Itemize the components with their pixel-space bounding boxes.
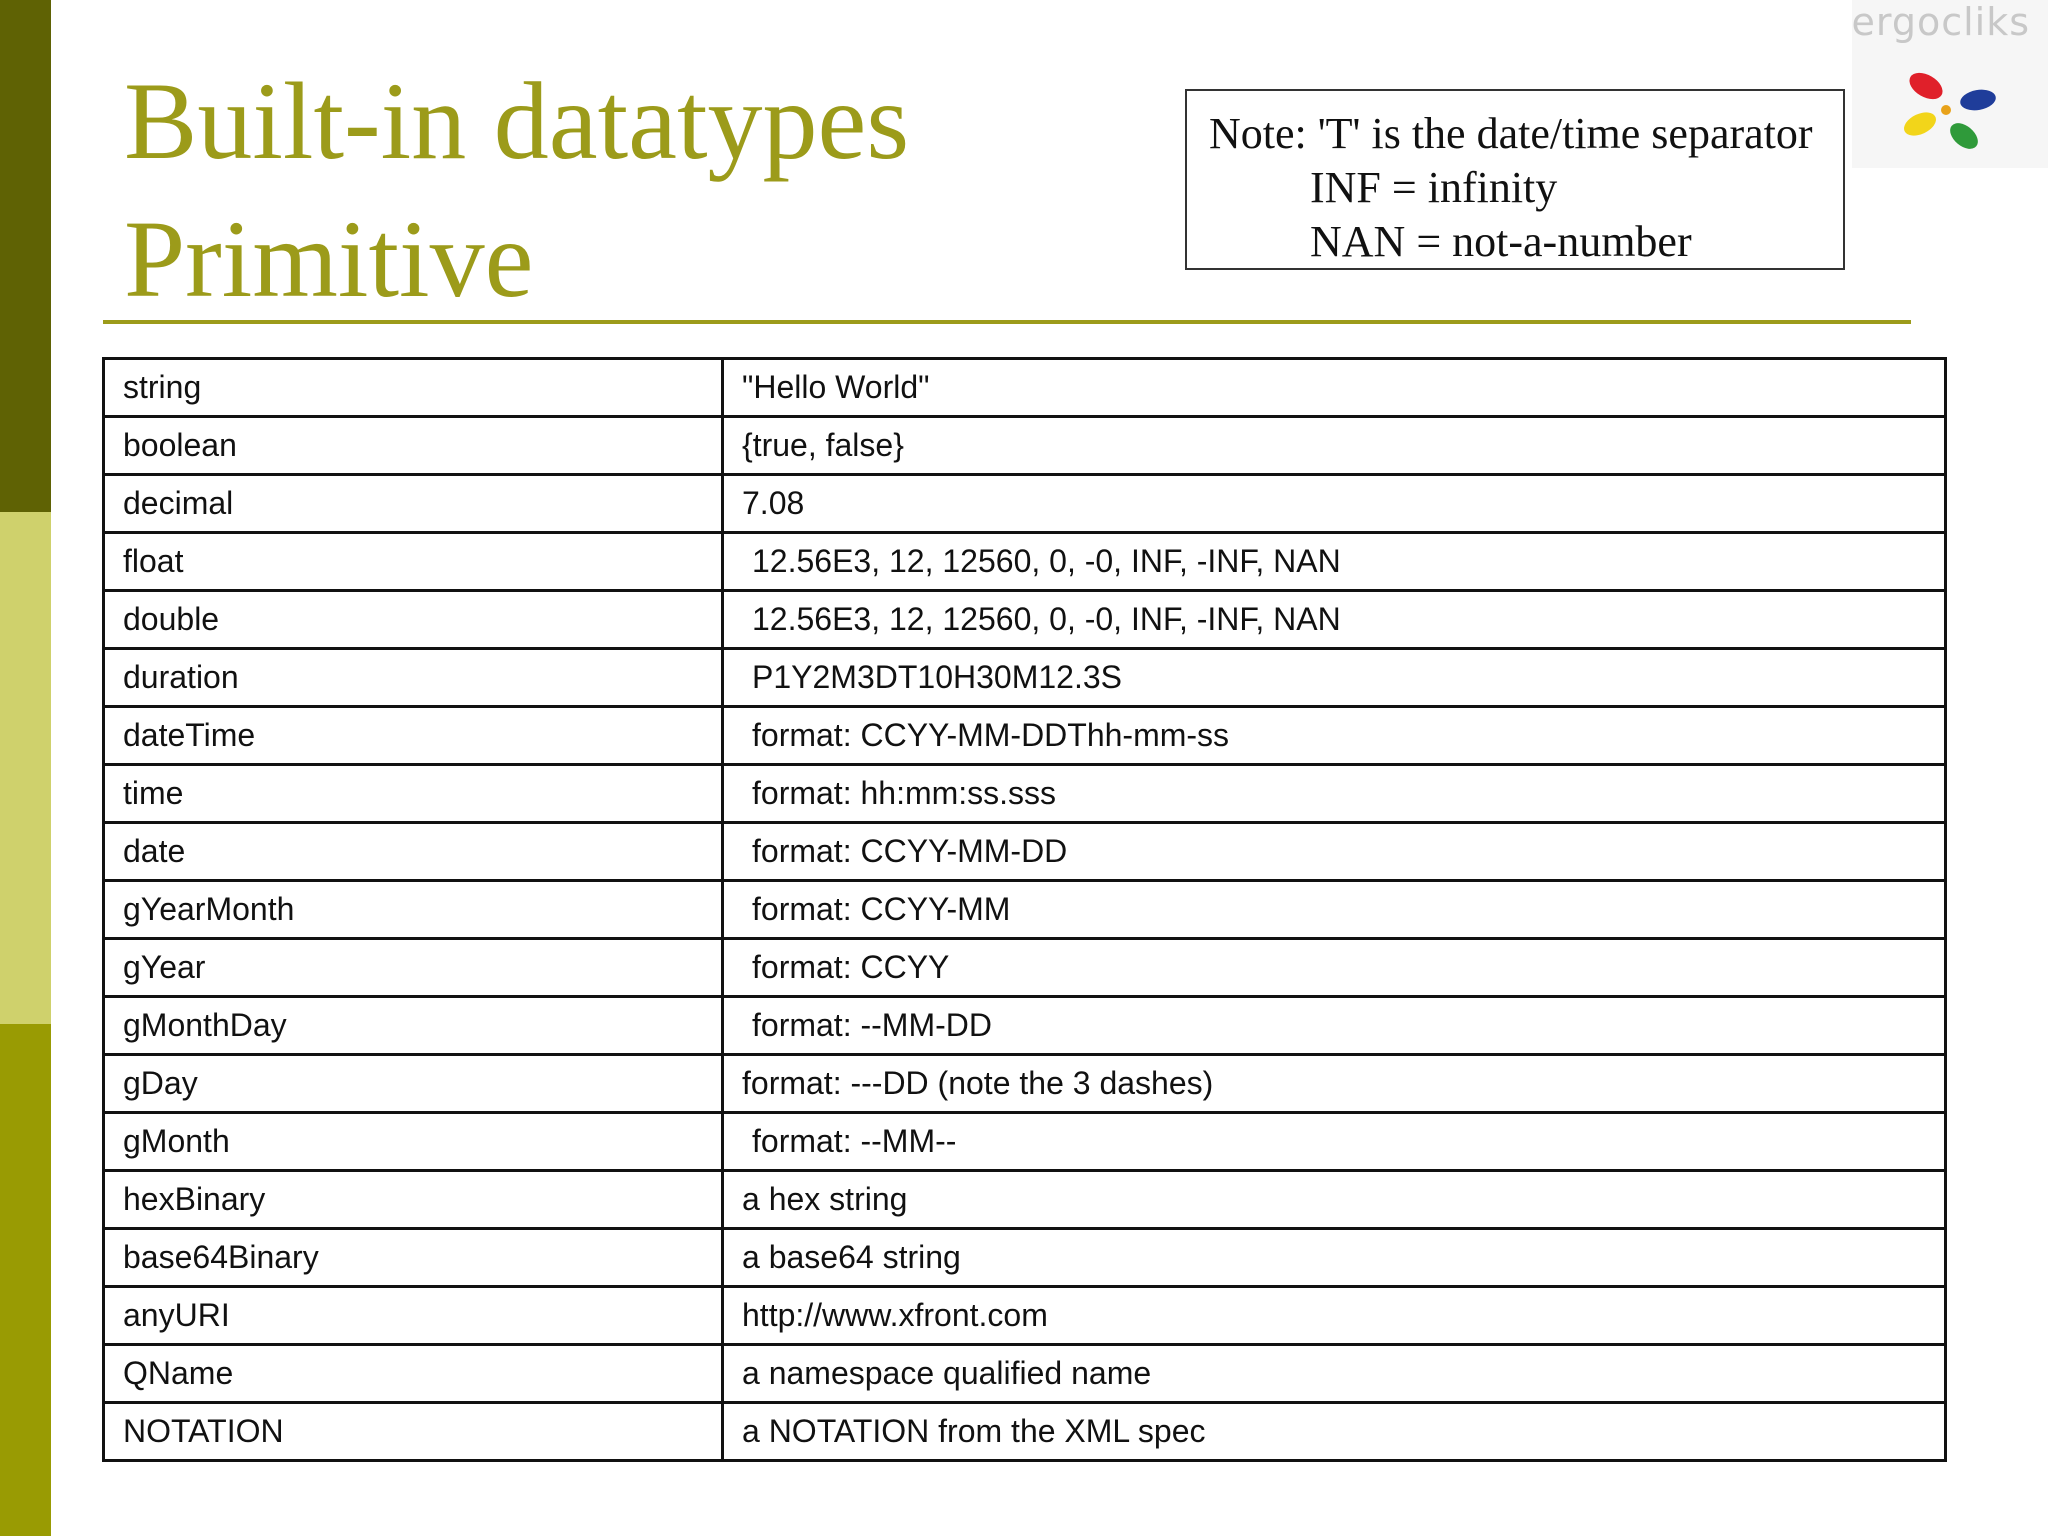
side-bar-light xyxy=(0,512,51,1024)
example-cell: 12.56E3, 12, 12560, 0, -0, INF, -INF, NAN xyxy=(723,591,1946,649)
table-row xyxy=(104,1113,1946,1171)
type-cell: gYearMonth xyxy=(104,881,723,939)
note-line-3: NAN = not-a-number xyxy=(1310,217,1692,266)
type-cell: boolean xyxy=(104,417,723,475)
example-cell: {true, false} xyxy=(723,417,1946,475)
note-box xyxy=(1185,89,1845,270)
type-cell: time xyxy=(104,765,723,823)
side-bar-dark xyxy=(0,0,51,512)
type-cell: base64Binary xyxy=(104,1229,723,1287)
example-cell: "Hello World" xyxy=(723,359,1946,417)
table-row xyxy=(104,997,1946,1055)
slide-title-line-1: Built-in datatypes xyxy=(124,60,910,182)
table-row xyxy=(104,1287,1946,1345)
note-line-2: INF = infinity xyxy=(1310,163,1558,212)
table-row xyxy=(104,475,1946,533)
example-cell: format: hh:mm:ss.sss xyxy=(723,765,1946,823)
slide-title xyxy=(124,52,909,328)
table-row xyxy=(104,649,1946,707)
table-row xyxy=(104,765,1946,823)
logo-text: ergocliks xyxy=(1851,0,2030,44)
example-cell: format: ---DD (note the 3 dashes) xyxy=(723,1055,1946,1113)
type-cell: date xyxy=(104,823,723,881)
note-line-1: Note: 'T' is the date/time separator xyxy=(1209,109,1813,158)
type-cell: gYear xyxy=(104,939,723,997)
example-cell: format: --MM-- xyxy=(723,1113,1946,1171)
example-cell: a base64 string xyxy=(723,1229,1946,1287)
table-row xyxy=(104,1345,1946,1403)
example-cell: 12.56E3, 12, 12560, 0, -0, INF, -INF, NAN xyxy=(723,533,1946,591)
type-cell: hexBinary xyxy=(104,1171,723,1229)
example-cell: 7.08 xyxy=(723,475,1946,533)
type-cell: decimal xyxy=(104,475,723,533)
example-cell: a NOTATION from the XML spec xyxy=(723,1403,1946,1461)
flower-logo-icon xyxy=(1900,66,2004,156)
datatypes-table xyxy=(102,357,1947,1462)
side-bar-mid xyxy=(0,1024,51,1536)
table-row xyxy=(104,823,1946,881)
type-cell: float xyxy=(104,533,723,591)
type-cell: string xyxy=(104,359,723,417)
table-row xyxy=(104,533,1946,591)
table-row xyxy=(104,359,1946,417)
type-cell: gDay xyxy=(104,1055,723,1113)
type-cell: gMonthDay xyxy=(104,997,723,1055)
slide-title-line-2: Primitive xyxy=(124,198,534,320)
example-cell: format: CCYY-MM-DDThh-mm-ss xyxy=(723,707,1946,765)
type-cell: dateTime xyxy=(104,707,723,765)
example-cell: format: CCYY-MM xyxy=(723,881,1946,939)
title-divider xyxy=(103,320,1911,324)
example-cell: a hex string xyxy=(723,1171,1946,1229)
logo-area xyxy=(1852,0,2048,168)
example-cell: http://www.xfront.com xyxy=(723,1287,1946,1345)
example-cell: format: CCYY xyxy=(723,939,1946,997)
table-row xyxy=(104,591,1946,649)
table-row xyxy=(104,417,1946,475)
table-row xyxy=(104,707,1946,765)
type-cell: QName xyxy=(104,1345,723,1403)
table-row xyxy=(104,1403,1946,1461)
type-cell: duration xyxy=(104,649,723,707)
example-cell: P1Y2M3DT10H30M12.3S xyxy=(723,649,1946,707)
table-row xyxy=(104,939,1946,997)
type-cell: gMonth xyxy=(104,1113,723,1171)
table-row xyxy=(104,1055,1946,1113)
example-cell: format: CCYY-MM-DD xyxy=(723,823,1946,881)
example-cell: a namespace qualified name xyxy=(723,1345,1946,1403)
type-cell: double xyxy=(104,591,723,649)
type-cell: NOTATION xyxy=(104,1403,723,1461)
table-row xyxy=(104,1171,1946,1229)
table-row xyxy=(104,881,1946,939)
type-cell: anyURI xyxy=(104,1287,723,1345)
example-cell: format: --MM-DD xyxy=(723,997,1946,1055)
table-row xyxy=(104,1229,1946,1287)
